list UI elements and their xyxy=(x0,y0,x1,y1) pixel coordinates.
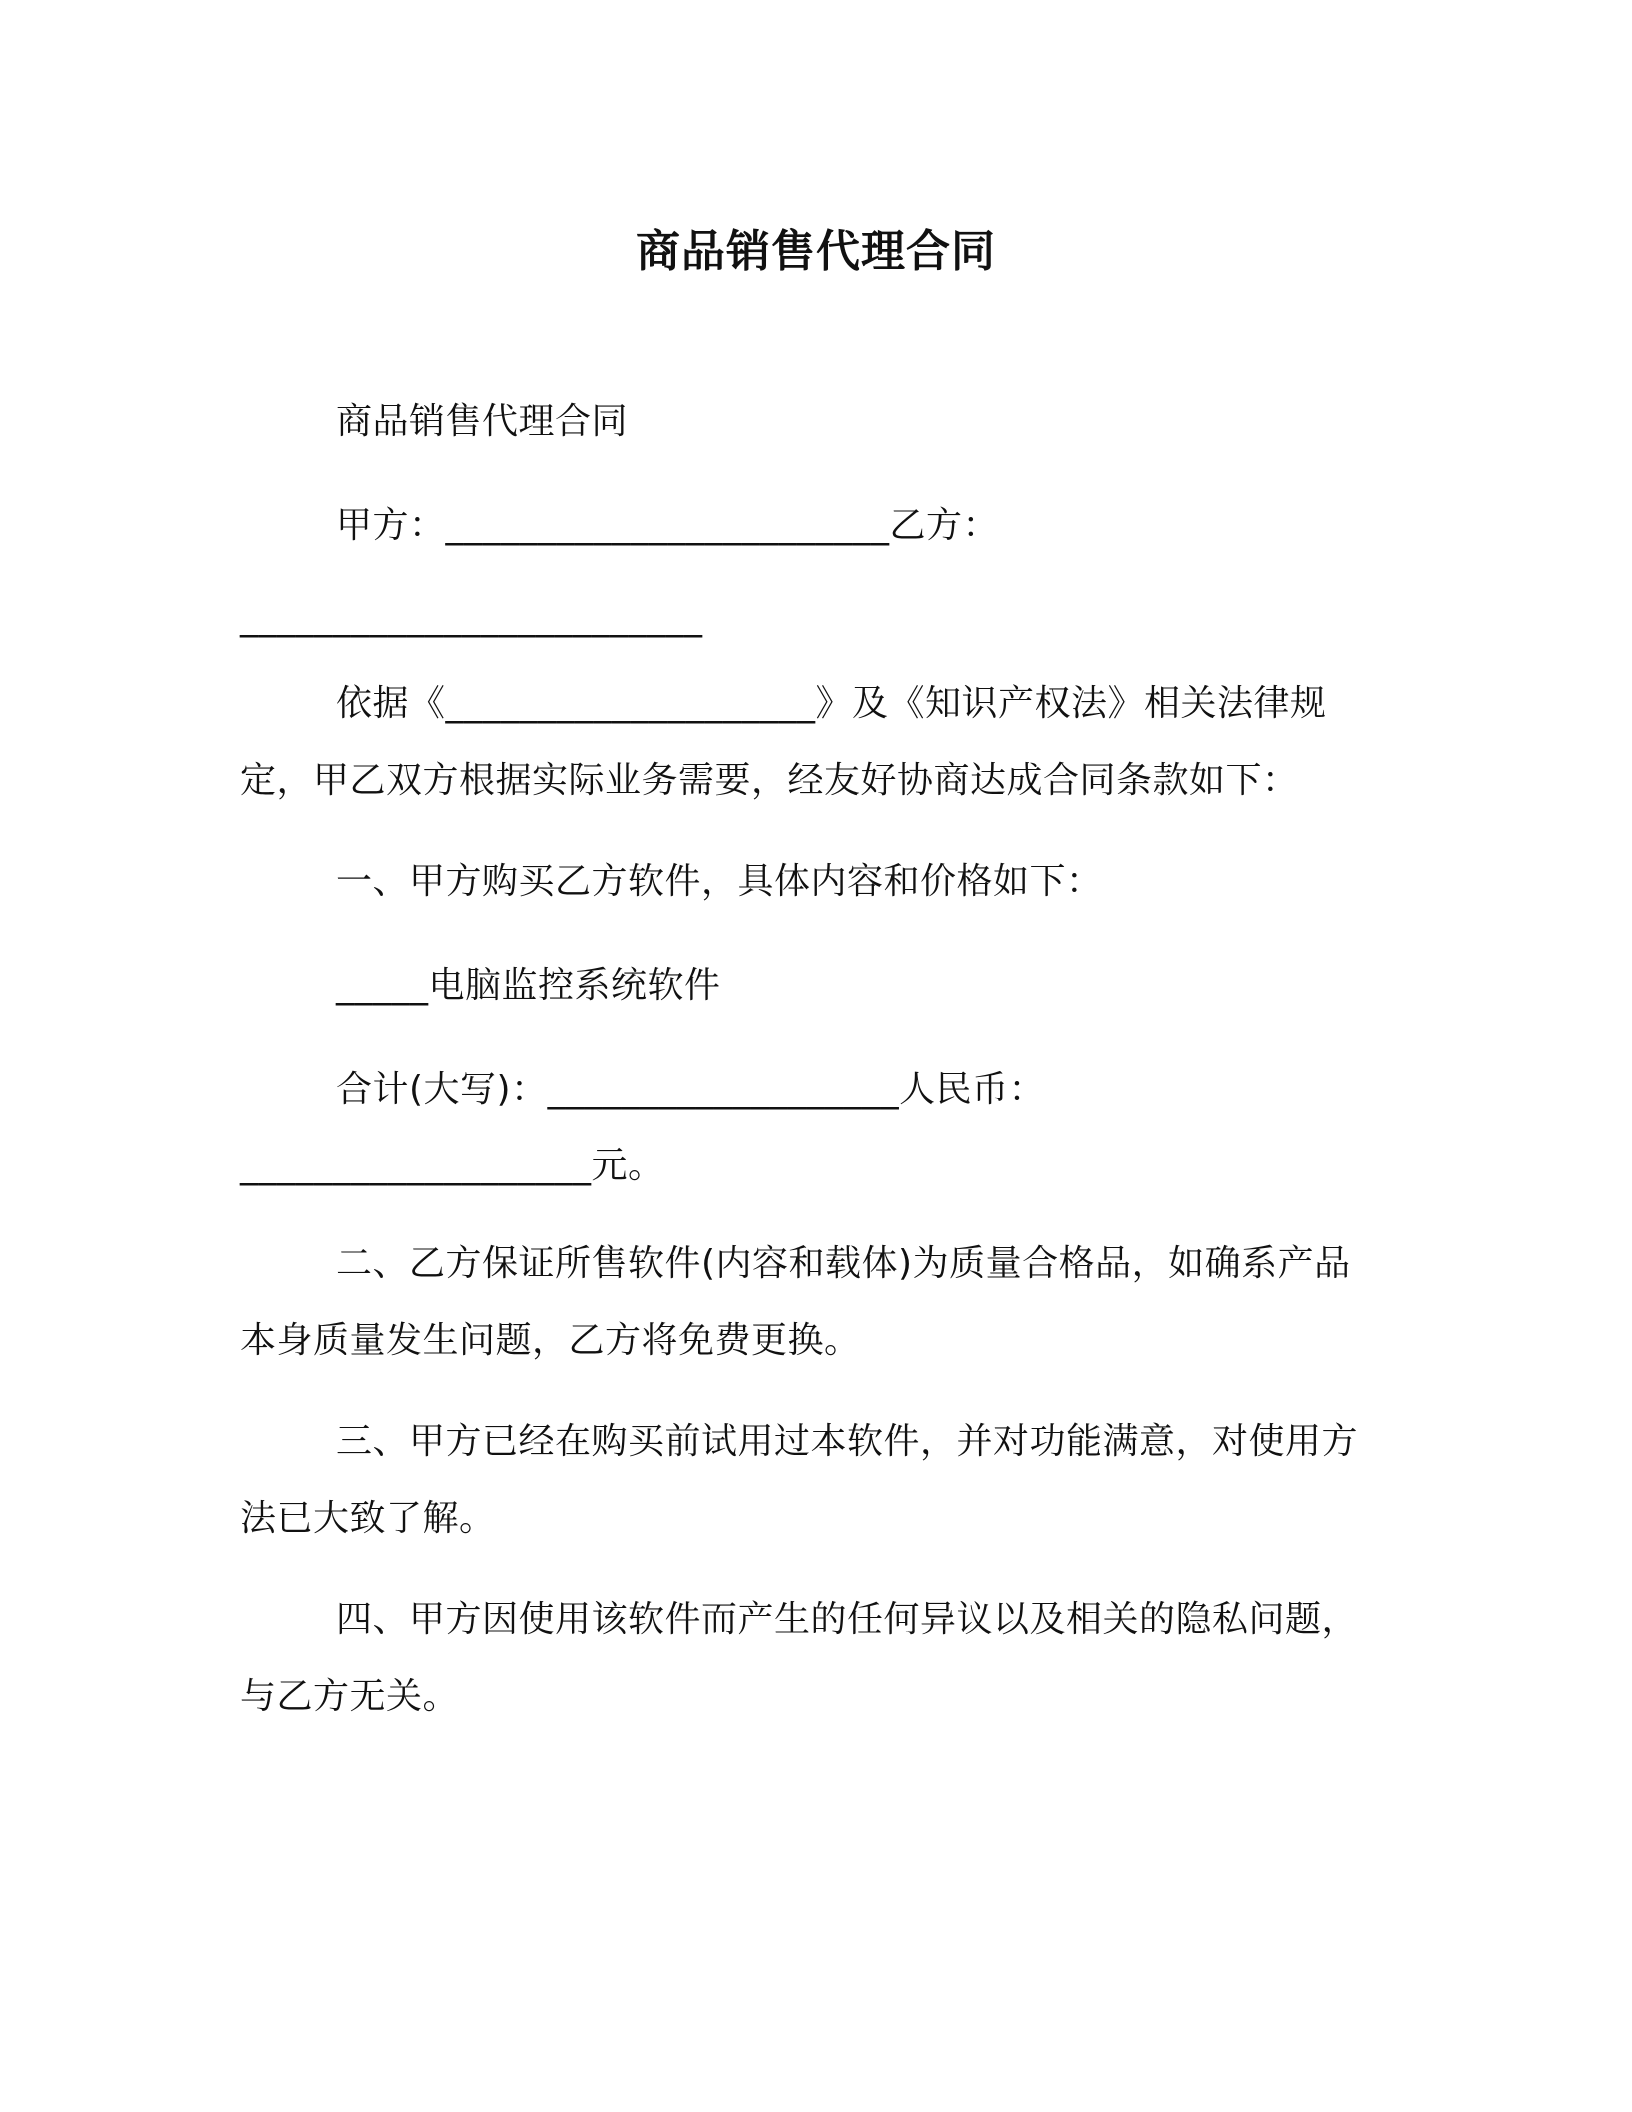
clause-2-line-2: 本身质量发生问题，乙方将免费更换。 xyxy=(240,1320,861,1361)
clause-3-line-2: 法已大致了解。 xyxy=(240,1498,496,1539)
clause-2-line-1: 二、乙方保证所售软件(内容和载体)为质量合格品，如确系产品 xyxy=(336,1243,1351,1284)
total-amount-line: 合计(大写)：___________________人民币： xyxy=(336,1069,1046,1110)
clause-4-line-1: 四、甲方因使用该软件而产生的任何异议以及相关的隐私问题， xyxy=(336,1599,1359,1640)
basis-line-2: 定，甲乙双方根据实际业务需要，经友好协商达成合同条款如下： xyxy=(240,760,1299,801)
party-b-blank-line: _________________________ xyxy=(240,597,703,638)
party-a-b-line: 甲方：________________________乙方： xyxy=(336,505,1000,546)
document-title: 商品销售代理合同 xyxy=(636,226,996,277)
clause-4-line-2: 与乙方无关。 xyxy=(240,1676,460,1717)
software-item-line: _____电脑监控系统软件 xyxy=(336,965,721,1006)
basis-line-1: 依据《____________________》及《知识产权法》相关法律规 xyxy=(336,683,1327,724)
clause-1-line: 一、甲方购买乙方软件，具体内容和价格如下： xyxy=(336,861,1103,902)
amount-yuan-line: ___________________元。 xyxy=(240,1145,665,1186)
subtitle-line: 商品销售代理合同 xyxy=(336,401,629,442)
clause-3-line-1: 三、甲方已经在购买前试用过本软件，并对功能满意，对使用方 xyxy=(336,1421,1359,1462)
